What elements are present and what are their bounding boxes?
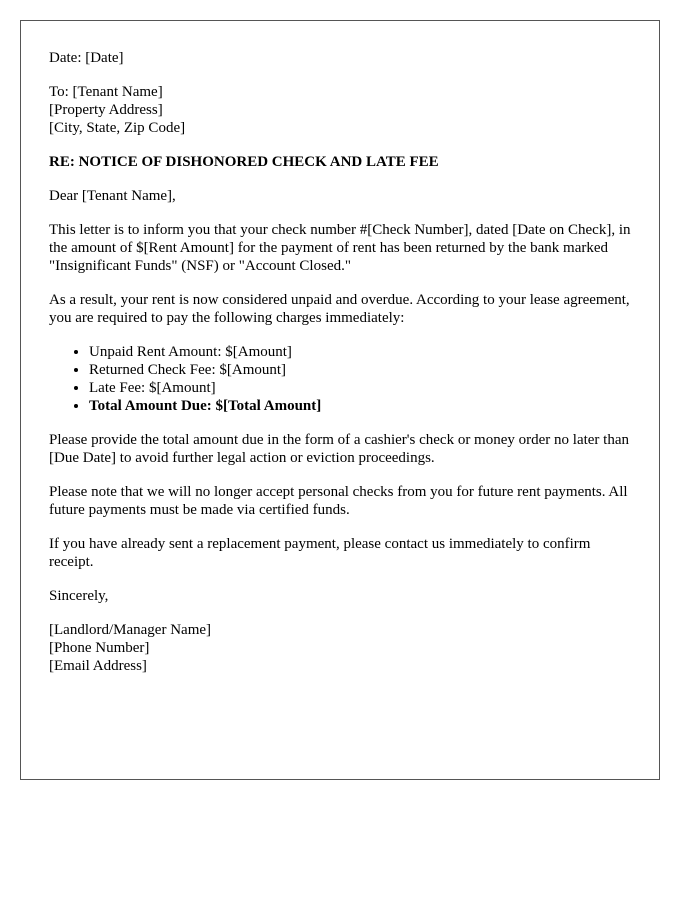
paragraph-payment-instructions: Please provide the total amount due in the form of a cashier's check or money order no later than [Due Date] to avoid further legal action or eviction proceedings.: [49, 432, 630, 466]
list-item-returned-check-fee: • Returned Check Fee: $[Amount]: [89, 361, 631, 379]
letter-page: [20, 20, 660, 780]
paragraph-charges-intro: As a result, your rent is now considered unpaid and overdue. According to your lease agreement, you are required to pay the following charges immediately:: [49, 292, 630, 326]
letter-subject: RE: NOTICE OF DISHONORED CHECK AND LATE FEE: [49, 154, 439, 170]
signature-name: [Landlord/Manager Name]: [49, 622, 212, 638]
paragraph-check-returned: This letter is to inform you that your check number #[Check Number], dated [Date on Check], in the amount of $[Rent Amount] for the payment of rent has been returned by the bank marked "Insignificant Funds" (NSF) or "Account Closed.": [49, 222, 631, 274]
list-item-late-fee: • Late Fee: $[Amount]: [89, 379, 631, 397]
closing: Sincerely,: [49, 588, 109, 604]
charges-list: [49, 343, 631, 415]
letter-date: Date: [Date]: [49, 50, 124, 66]
recipient-city: [City, State, Zip Code]: [49, 120, 186, 136]
recipient-block: [49, 83, 631, 137]
paragraph-no-personal-checks: Please note that we will no longer accept personal checks from you for future rent payments. All future payments must be made via certified funds.: [49, 484, 628, 518]
signature-phone: [Phone Number]: [49, 640, 150, 656]
recipient-address: [Property Address]: [49, 102, 163, 118]
recipient-name: To: [Tenant Name]: [49, 84, 163, 100]
list-item-unpaid-rent: • Unpaid Rent Amount: $[Amount]: [89, 343, 631, 361]
paragraph-replacement-payment: If you have already sent a replacement payment, please contact us immediately to confirm receipt.: [49, 536, 591, 570]
salutation: Dear [Tenant Name],: [49, 188, 176, 204]
signature-block: [49, 621, 631, 675]
signature-email: [Email Address]: [49, 658, 147, 674]
list-item-total-due: • Total Amount Due: $[Total Amount]: [89, 397, 631, 415]
